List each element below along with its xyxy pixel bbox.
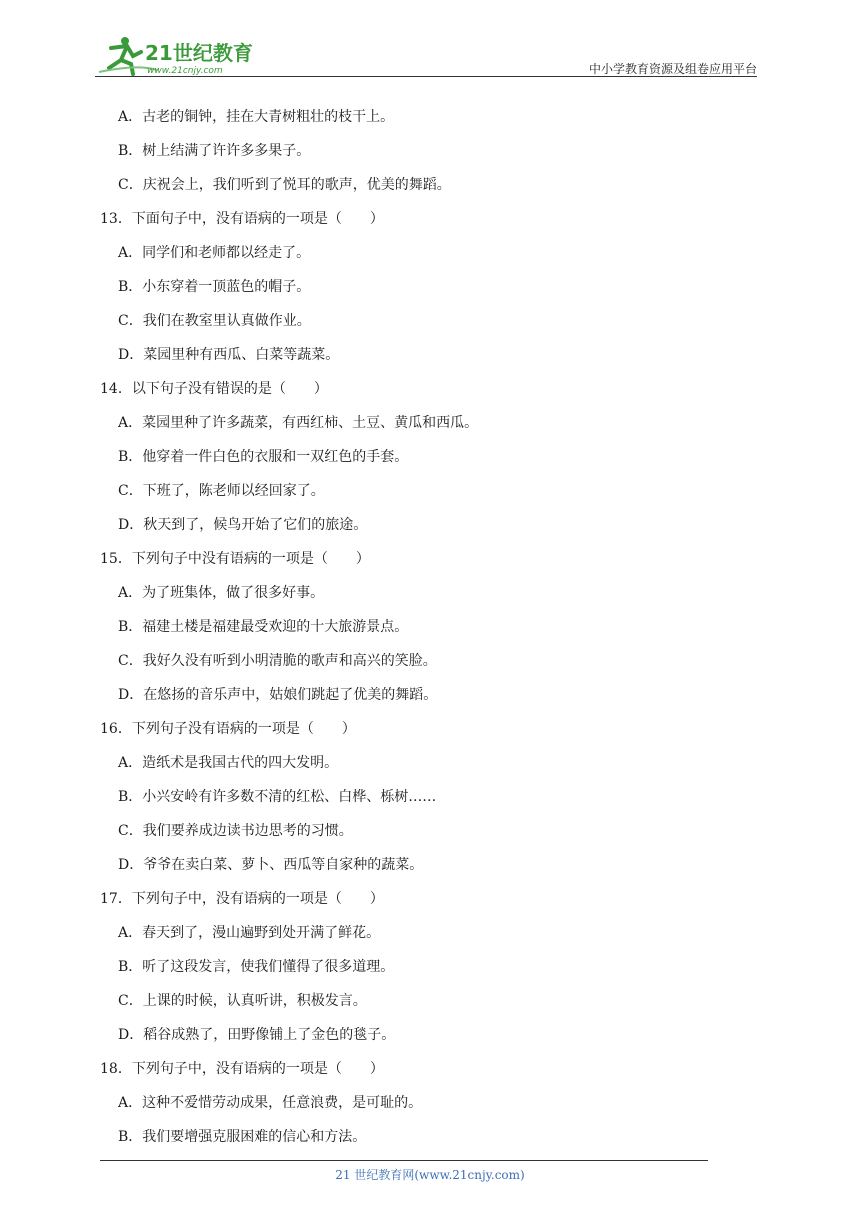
question-list xyxy=(100,100,720,1154)
footer-source: 21 世纪教育网(www.21cnjy.com) xyxy=(335,1168,525,1182)
answer-option: D．在悠扬的音乐声中，姑娘们跳起了优美的舞蹈。 xyxy=(118,687,438,703)
header-divider xyxy=(95,76,757,77)
question-stem: 14．以下句子没有错误的是（ ） xyxy=(100,381,328,397)
answer-option: B．他穿着一件白色的衣服和一双红色的手套。 xyxy=(118,449,409,465)
question-stem: 15．下列句子中没有语病的一项是（ ） xyxy=(100,551,370,567)
question-stem: 18．下列句子中，没有语病的一项是（ ） xyxy=(100,1061,384,1077)
answer-option: B．福建土楼是福建最受欢迎的十大旅游景点。 xyxy=(118,619,409,635)
answer-option: A．为了班集体，做了很多好事。 xyxy=(118,585,325,601)
answer-option: C．我们要养成边读书边思考的习惯。 xyxy=(118,823,353,839)
answer-option: A．古老的铜钟，挂在大青树粗壮的枝干上。 xyxy=(118,109,395,125)
answer-option: B．听了这段发言，使我们懂得了很多道理。 xyxy=(118,959,395,975)
answer-option: B．树上结满了许许多多果子。 xyxy=(118,143,311,159)
logo-21cnjy xyxy=(97,34,267,78)
answer-option: C．下班了，陈老师以经回家了。 xyxy=(118,483,325,499)
answer-option: A．同学们和老师都以经走了。 xyxy=(118,245,311,261)
header-platform-label: 中小学教育资源及组卷应用平台 xyxy=(588,62,757,76)
answer-option: B．我们要增强克服困难的信心和方法。 xyxy=(118,1129,367,1145)
answer-option: C．庆祝会上，我们听到了悦耳的歌声，优美的舞蹈。 xyxy=(118,177,451,193)
answer-option: A．这种不爱惜劳动成果，任意浪费，是可耻的。 xyxy=(118,1095,423,1111)
logo-url: www.21cnjy.com xyxy=(147,66,223,76)
answer-option: D．秋天到了，候鸟开始了它们的旅途。 xyxy=(118,517,368,533)
answer-option: D．菜园里种有西瓜、白菜等蔬菜。 xyxy=(118,347,340,363)
question-stem: 13．下面句子中，没有语病的一项是（ ） xyxy=(100,211,384,227)
footer-divider xyxy=(100,1160,708,1161)
answer-option: C．我们在教室里认真做作业。 xyxy=(118,313,311,329)
page-header xyxy=(97,34,757,78)
answer-option: A．菜园里种了许多蔬菜，有西红柿、土豆、黄瓜和西瓜。 xyxy=(118,415,479,431)
answer-option: B．小东穿着一顶蓝色的帽子。 xyxy=(118,279,311,295)
question-stem: 17．下列句子中，没有语病的一项是（ ） xyxy=(100,891,384,907)
answer-option: D．稻谷成熟了，田野像铺上了金色的毯子。 xyxy=(118,1027,396,1043)
answer-option: C．上课的时候，认真听讲，积极发言。 xyxy=(118,993,367,1009)
answer-option: A．春天到了，漫山遍野到处开满了鲜花。 xyxy=(118,925,381,941)
logo-text: 21世纪教育 xyxy=(145,41,253,65)
question-stem: 16．下列句子没有语病的一项是（ ） xyxy=(100,721,356,737)
answer-option: B．小兴安岭有许多数不清的红松、白桦、栎树…… xyxy=(118,789,437,805)
answer-option: A．造纸术是我国古代的四大发明。 xyxy=(118,755,339,771)
answer-option: D．爷爷在卖白菜、萝卜、西瓜等自家种的蔬菜。 xyxy=(118,857,424,873)
answer-option: C．我好久没有听到小明清脆的歌声和高兴的笑脸。 xyxy=(118,653,437,669)
